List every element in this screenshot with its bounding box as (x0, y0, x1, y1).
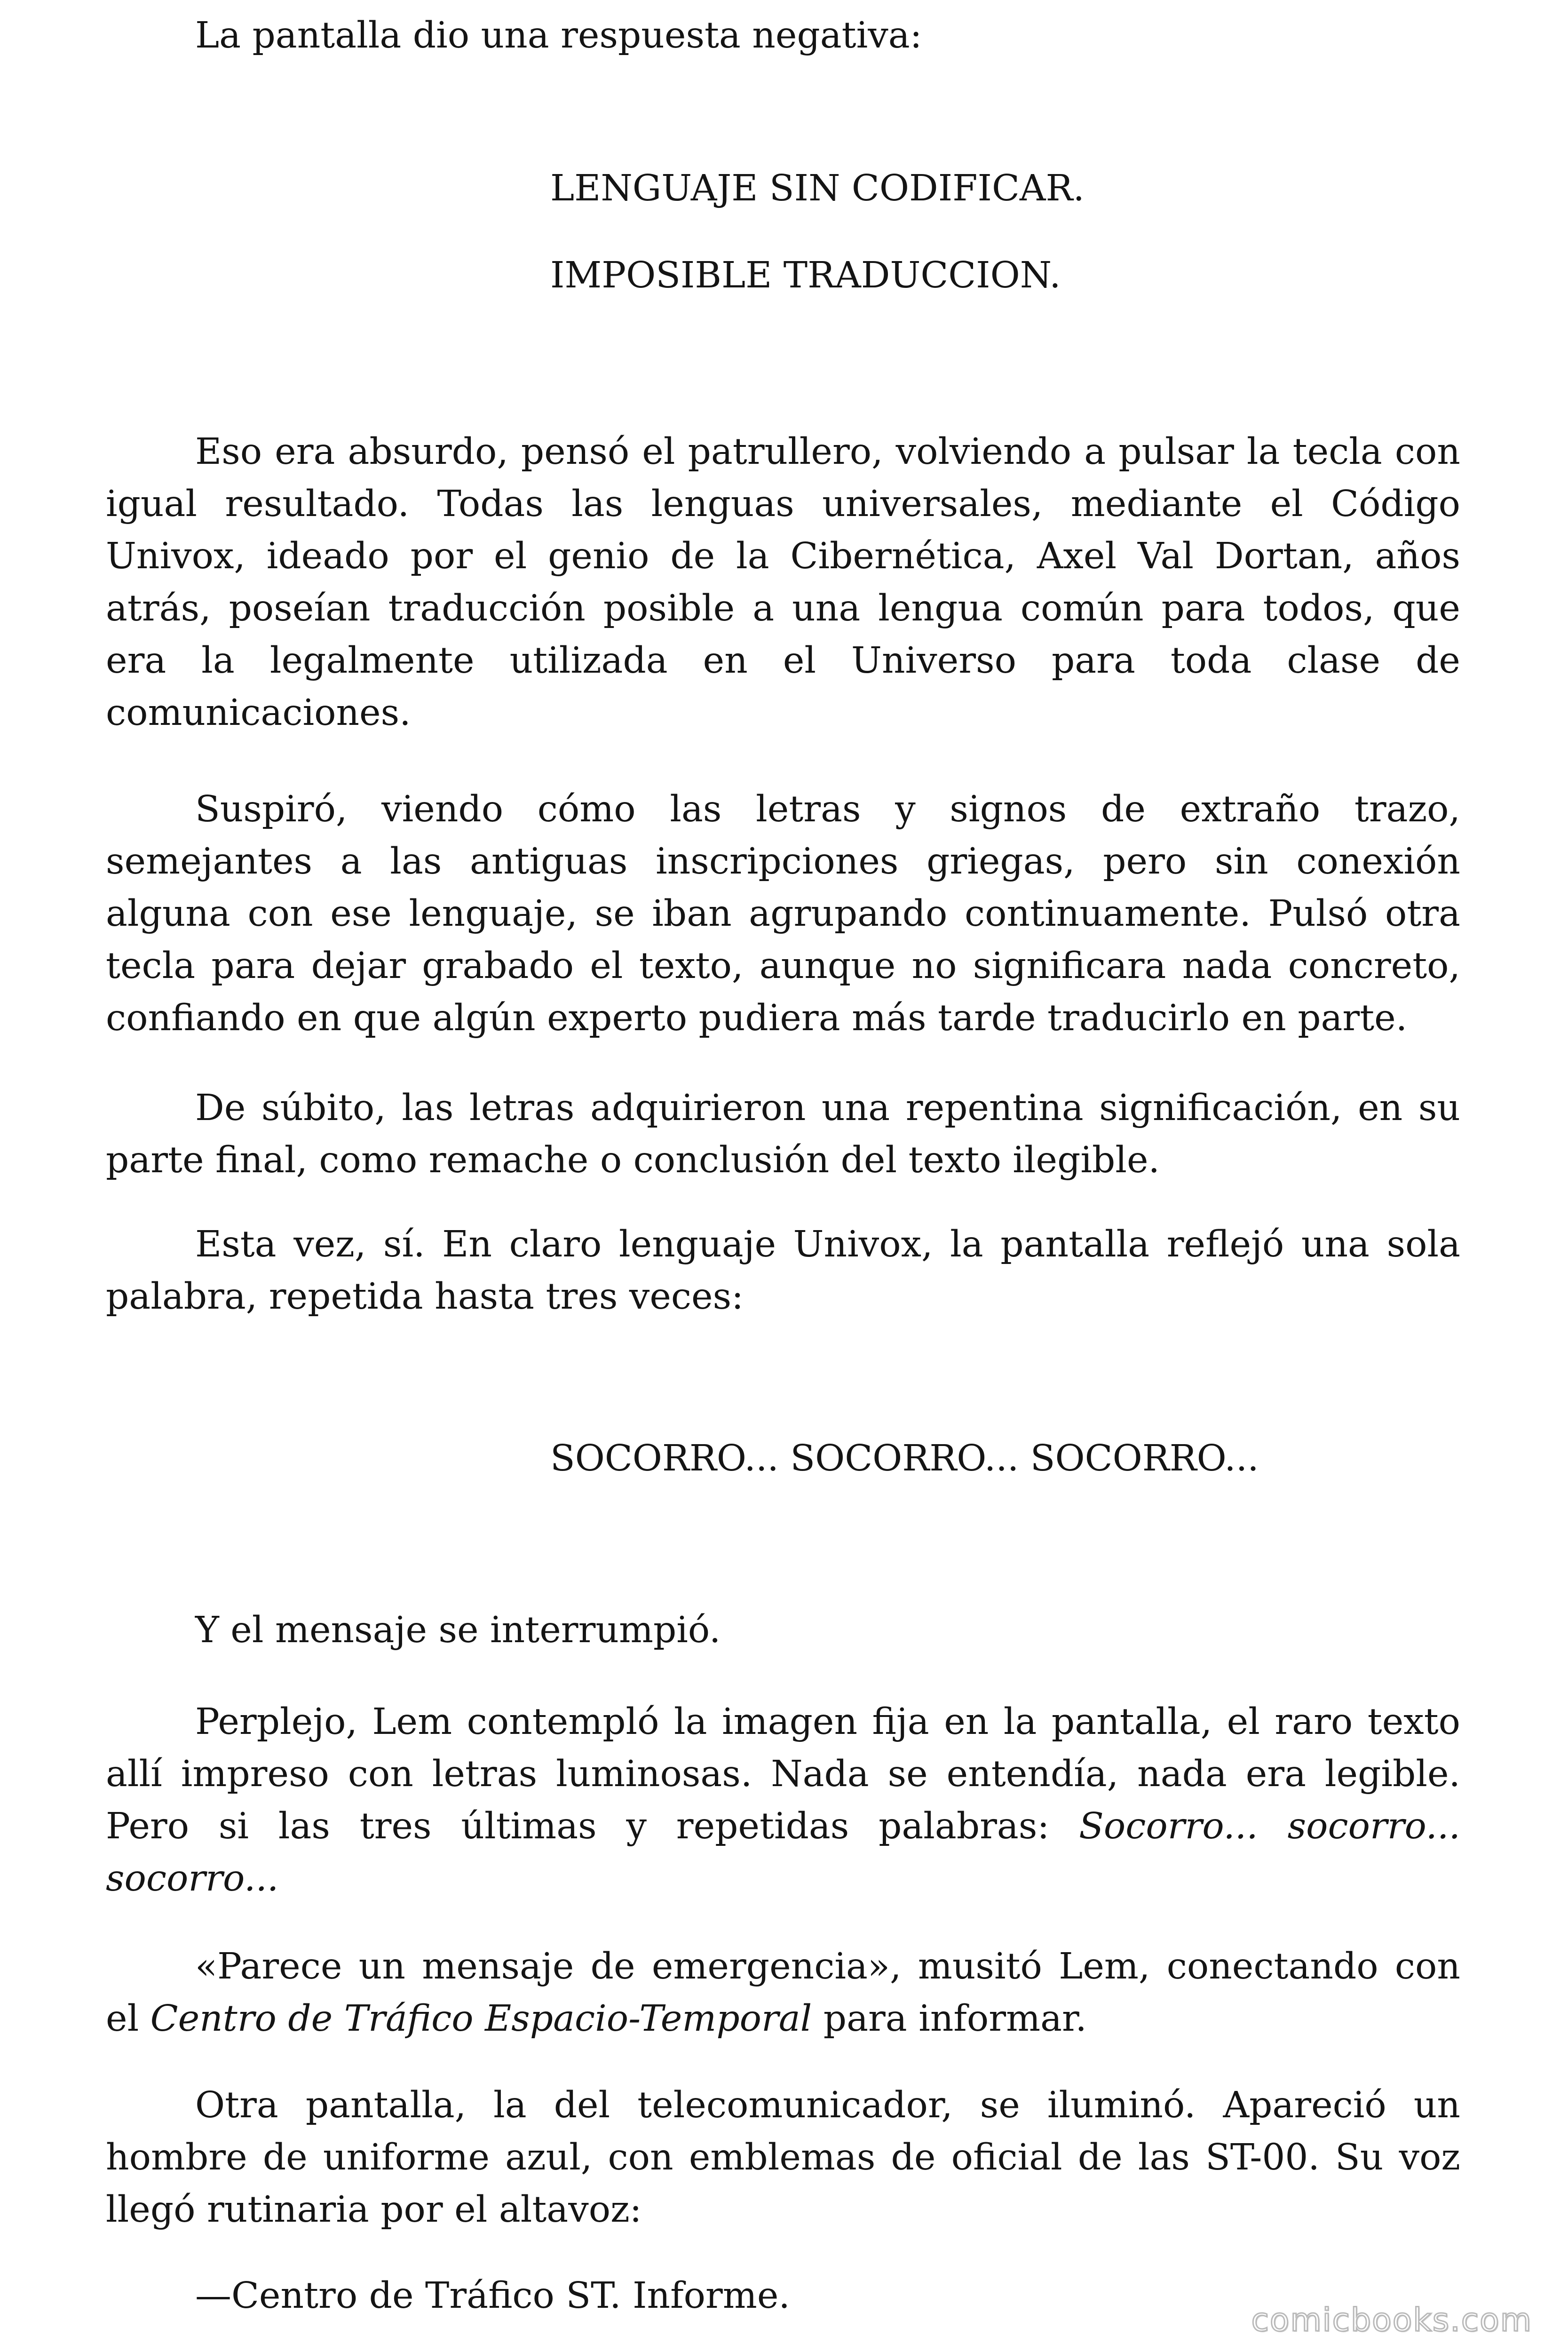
sos-message: SOCORRO... SOCORRO... SOCORRO... (550, 1438, 1259, 1479)
screen-message-line-2: IMPOSIBLE TRADUCCION. (550, 254, 1061, 296)
paragraph-telecom: Otra pantalla, la del telecomunicador, se iluminó. Apareció un hombre de uniforme azul, con emblemas de oficial de las ST-00. Su voz llegó rutinaria por el altavoz: (106, 2084, 1460, 2231)
intro-line: La pantalla dio una respuesta negativa: (195, 15, 922, 56)
paragraph-absurd: Eso era absurdo, pensó el patrullero, volviendo a pulsar la tecla con igual resultado. Todas las lenguas universales, mediante el Código Univox, ideado por el genio de la Cibernética, Axel Val Dortan, años atrás, poseían traducción posible a una lengua común para todos, que era la legalmente utilizada en el Universo para toda clase de comunicaciones. (106, 431, 1460, 734)
paragraph-interrupted: Y el mensaje se interrumpió. (195, 1609, 721, 1651)
emergency-after: para informar. (812, 1998, 1087, 2040)
perplexed-italic: Socorro... socorro... socorro... (106, 1805, 1460, 1899)
paragraph-subito: De súbito, las letras adquirieron una repentina significación, en su parte final, como remache o conclusión del texto ilegible. (106, 1087, 1460, 1181)
paragraph-perplexed (106, 1696, 1460, 1905)
emergency-italic: Centro de Tráfico Espacio-Temporal (150, 1998, 812, 2040)
paragraph-suspiro: Suspiró, viendo cómo las letras y signos de extraño trazo, semejantes a las antiguas inscripciones griegas, pero sin conexión alguna con ese lenguaje, se iban agrupando continuamente. Pulsó otra tecla para dejar grabado el texto, aunque no significara nada concreto, confiando en que algún experto pudiera más tarde traducirlo en parte. (106, 788, 1460, 1039)
watermark-logo: comicbooks.com (1251, 2302, 1532, 2339)
emergency-before: «Parece un mensaje de emergencia», musitó Lem, conectando con el (106, 1946, 1460, 2040)
paragraph-emergency (106, 1940, 1460, 2045)
paragraph-univox: Esta vez, sí. En claro lenguaje Univox, la pantalla reflejó una sola palabra, repetida hasta tres veces: (106, 1224, 1460, 1318)
screen-message-line-1: LENGUAJE SIN CODIFICAR. (550, 167, 1085, 209)
dialogue-line: —Centro de Tráfico ST. Informe. (195, 2275, 790, 2317)
perplexed-text: Perplejo, Lem contempló la imagen fija en la pantalla, el raro texto allí impreso con letras luminosas. Nada se entendía, nada era legible. Pero si las tres últimas y repetidas palabras: (106, 1701, 1460, 1847)
